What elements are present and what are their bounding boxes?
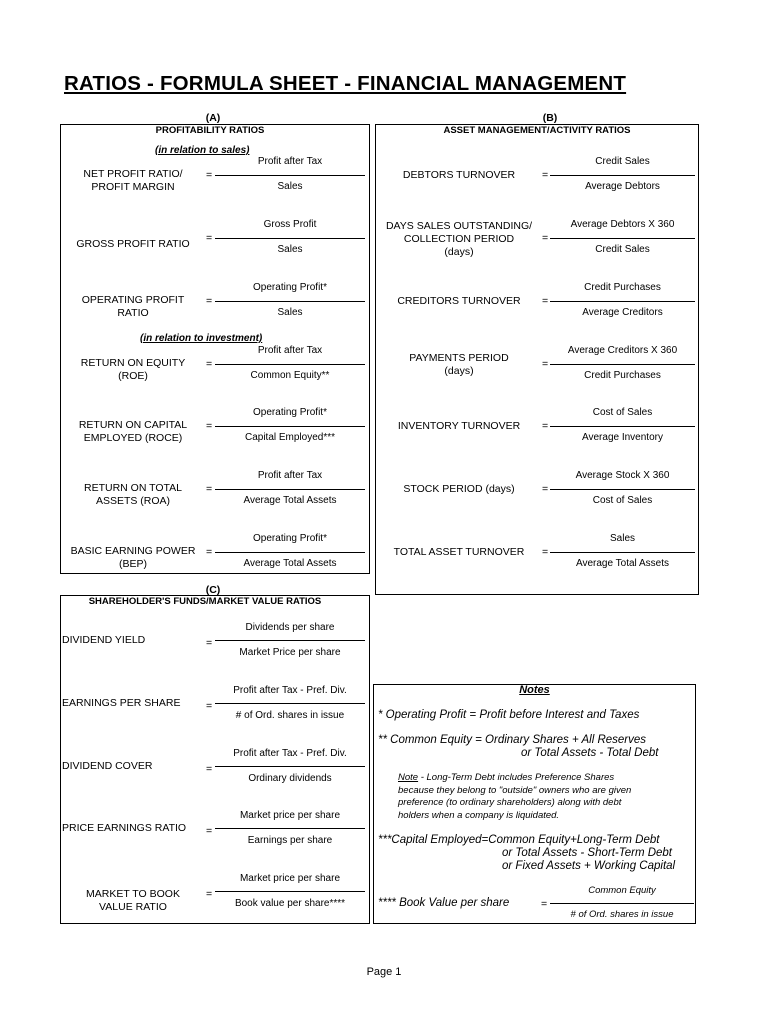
- equals-sign: =: [542, 232, 549, 244]
- equals-sign: =: [206, 763, 213, 775]
- note-label: Note: [398, 772, 419, 783]
- fraction-denominator: Cost of Sales: [592, 495, 653, 506]
- equals-sign: =: [542, 420, 549, 432]
- fraction-line: [215, 301, 365, 302]
- ratio-name: NET PROFIT RATIO/: [83, 168, 183, 180]
- ratio-name: EARNINGS PER SHARE: [62, 697, 181, 709]
- fraction-line: [215, 238, 365, 239]
- fraction-line: [215, 828, 365, 829]
- section-a-letter: (A): [205, 112, 221, 124]
- fraction-numerator: Profit after Tax - Pref. Div.: [233, 685, 347, 696]
- equals-sign: =: [206, 169, 213, 181]
- fraction-denominator: Sales: [277, 307, 303, 318]
- section-b-heading: ASSET MANAGEMENT/ACTIVITY RATIOS: [443, 125, 631, 136]
- section-a-heading: PROFITABILITY RATIOS: [155, 125, 265, 136]
- fraction-numerator: Credit Sales: [595, 156, 650, 167]
- fraction-denominator: Credit Purchases: [584, 370, 661, 381]
- equals-sign: =: [542, 169, 549, 181]
- fraction-line: [215, 552, 365, 553]
- fraction-denominator: Credit Sales: [595, 244, 650, 255]
- fraction-numerator: Credit Purchases: [584, 282, 661, 293]
- equals-sign: =: [206, 700, 213, 712]
- fraction-denominator: Book value per share****: [234, 898, 346, 909]
- ratio-name: DEBTORS TURNOVER: [402, 169, 516, 181]
- ratio-name-line3: (days): [444, 246, 474, 258]
- note-operating-profit: * Operating Profit = Profit before Interest and Taxes: [378, 709, 640, 721]
- ratio-name: STOCK PERIOD (days): [403, 483, 515, 495]
- note-book-den: # of Ord. shares in issue: [570, 909, 674, 920]
- fraction-numerator: Profit after Tax: [257, 345, 323, 356]
- ratio-name: RETURN ON TOTAL: [83, 482, 182, 494]
- fraction-denominator: Sales: [277, 181, 303, 192]
- fraction-denominator: Sales: [277, 244, 303, 255]
- ratio-name: MARKET TO BOOK: [86, 888, 180, 900]
- fraction-line: [215, 426, 365, 427]
- equals-sign: =: [206, 420, 213, 432]
- note-capital-1: ***Capital Employed=Common Equity+Long-Term Debt: [378, 834, 660, 846]
- ratio-name: OPERATING PROFIT: [81, 294, 185, 306]
- section-c-heading: SHAREHOLDER'S FUNDS/MARKET VALUE RATIOS: [88, 596, 322, 607]
- note-book-num: Common Equity: [588, 885, 656, 896]
- ratio-name: PAYMENTS PERIOD: [409, 352, 509, 364]
- notes-heading: Notes: [519, 684, 550, 696]
- fraction-line: [215, 364, 365, 365]
- fraction-numerator: Average Stock X 360: [575, 470, 670, 481]
- fraction-numerator: Average Debtors X 360: [570, 219, 675, 230]
- fraction-numerator: Average Creditors X 360: [567, 345, 678, 356]
- equals-sign: =: [206, 295, 213, 307]
- fraction-denominator: Ordinary dividends: [248, 773, 332, 784]
- fraction-line: [550, 301, 695, 302]
- ratio-name-line2: PROFIT MARGIN: [91, 181, 175, 193]
- note-preference-shares: [398, 772, 688, 822]
- page-title: RATIOS - FORMULA SHEET - FINANCIAL MANAGEMENT: [64, 72, 627, 95]
- fraction-denominator: Average Total Assets: [243, 495, 337, 506]
- note-capital-2: or Total Assets - Short-Term Debt: [502, 847, 673, 859]
- ratio-name-line2: COLLECTION PERIOD: [403, 233, 515, 245]
- note-book-fraction-line: [550, 903, 694, 904]
- fraction-denominator: Average Inventory: [582, 432, 663, 443]
- fraction-denominator: Average Total Assets: [575, 558, 670, 569]
- note-text-4: holders when a company is liquidated.: [398, 809, 560, 821]
- fraction-denominator: Earnings per share: [247, 835, 333, 846]
- fraction-numerator: Sales: [609, 533, 635, 544]
- section-b-letter: (B): [542, 112, 558, 124]
- fraction-line: [550, 364, 695, 365]
- ratio-name-line2: (BEP): [118, 558, 147, 570]
- ratio-name: INVENTORY TURNOVER: [397, 420, 521, 432]
- fraction-denominator: Average Creditors: [582, 307, 663, 318]
- fraction-numerator: Market price per share: [239, 873, 341, 884]
- fraction-numerator: Profit after Tax - Pref. Div.: [233, 748, 347, 759]
- fraction-numerator: Operating Profit*: [253, 407, 327, 418]
- fraction-line: [215, 640, 365, 641]
- equals-sign: =: [542, 546, 549, 558]
- equals-sign: =: [206, 546, 213, 558]
- ratio-name: DIVIDEND YIELD: [62, 634, 146, 646]
- ratio-name-line2: ASSETS (ROA): [95, 495, 171, 507]
- ratio-name-line2: EMPLOYED (ROCE): [83, 432, 183, 444]
- note-common-equity-2: or Total Assets - Total Debt: [521, 747, 659, 759]
- fraction-numerator: Profit after Tax: [257, 156, 323, 167]
- fraction-denominator: Common Equity**: [250, 370, 330, 381]
- fraction-numerator: Market price per share: [239, 810, 341, 821]
- ratio-name: BASIC EARNING POWER: [70, 545, 196, 557]
- fraction-numerator: Operating Profit*: [253, 282, 327, 293]
- ratio-name: DIVIDEND COVER: [62, 760, 153, 772]
- fraction-numerator: Profit after Tax: [257, 470, 323, 481]
- ratio-name: TOTAL ASSET TURNOVER: [393, 546, 525, 558]
- equals-sign: =: [206, 637, 213, 649]
- fraction-denominator: Capital Employed***: [244, 432, 336, 443]
- ratio-name-line2: RATIO: [117, 307, 149, 319]
- fraction-denominator: Average Total Assets: [243, 558, 337, 569]
- equals-sign: =: [206, 483, 213, 495]
- note-text-3: preference (to ordinary shareholders) along with debt: [398, 797, 622, 808]
- fraction-line: [215, 489, 365, 490]
- fraction-line: [215, 891, 365, 892]
- ratio-name: CREDITORS TURNOVER: [397, 295, 521, 307]
- fraction-numerator: Cost of Sales: [592, 407, 653, 418]
- fraction-line: [215, 703, 365, 704]
- section-a-sub-investment: (in relation to investment): [140, 333, 263, 344]
- fraction-line: [215, 766, 365, 767]
- fraction-line: [550, 426, 695, 427]
- fraction-denominator: # of Ord. shares in issue: [235, 710, 345, 721]
- fraction-line: [550, 175, 695, 176]
- note-common-equity-1: ** Common Equity = Ordinary Shares + All Reserves: [378, 734, 647, 746]
- ratio-name-line2: (days): [444, 365, 474, 377]
- ratio-name: DAYS SALES OUTSTANDING/: [385, 220, 533, 232]
- section-c-letter: (C): [205, 584, 221, 596]
- fraction-denominator: Market Price per share: [239, 647, 341, 658]
- ratio-name: RETURN ON EQUITY: [80, 357, 186, 369]
- note-text-1: - Long-Term Debt includes Preference Shares: [418, 772, 615, 783]
- ratio-name-line2: (ROE): [118, 370, 148, 382]
- fraction-numerator: Dividends per share: [245, 622, 335, 633]
- ratio-name: GROSS PROFIT RATIO: [76, 238, 190, 250]
- ratio-name: PRICE EARNINGS RATIO: [62, 822, 187, 834]
- ratio-name: RETURN ON CAPITAL: [78, 419, 188, 431]
- fraction-line: [550, 238, 695, 239]
- page-number: Page 1: [366, 966, 402, 978]
- equals-sign: =: [206, 232, 213, 244]
- fraction-numerator: Gross Profit: [263, 219, 317, 230]
- ratio-name-line2: VALUE RATIO: [99, 901, 167, 913]
- equals-sign: =: [206, 888, 213, 900]
- section-a-sub-sales: (in relation to sales): [155, 145, 250, 156]
- equals-sign: =: [206, 825, 213, 837]
- note-book-value: **** Book Value per share: [378, 897, 510, 909]
- note-capital-3: or Fixed Assets + Working Capital: [502, 860, 676, 872]
- equals-sign: =: [542, 483, 549, 495]
- fraction-line: [215, 175, 365, 176]
- fraction-denominator: Average Debtors: [585, 181, 660, 192]
- note-text-2: because they belong to "outside" owners who are given: [398, 784, 632, 796]
- note-book-eq: =: [541, 898, 548, 910]
- fraction-line: [550, 489, 695, 490]
- equals-sign: =: [542, 295, 549, 307]
- equals-sign: =: [206, 358, 213, 370]
- fraction-line: [550, 552, 695, 553]
- fraction-numerator: Operating Profit*: [253, 533, 327, 544]
- equals-sign: =: [542, 358, 549, 370]
